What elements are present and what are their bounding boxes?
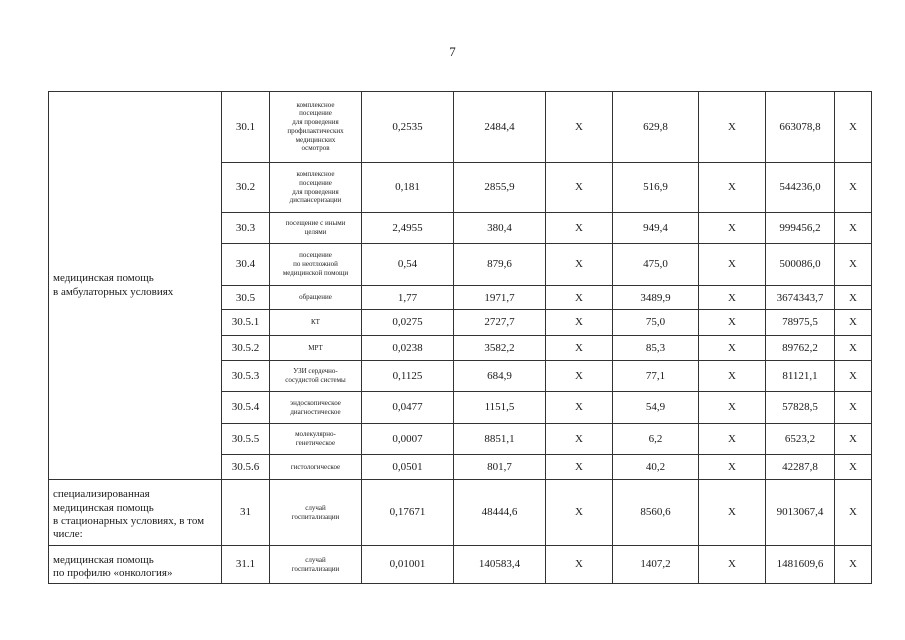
unit-cell: эндоскопическое диагностическое — [270, 392, 362, 423]
x-cell: X — [546, 92, 613, 163]
total-cell: 663078,8 — [766, 92, 835, 163]
code-cell: 30.5.5 — [222, 423, 270, 454]
x-cell: X — [699, 213, 766, 243]
x-cell: X — [699, 423, 766, 454]
per-capita-cell: 3489,9 — [613, 286, 699, 310]
code-cell: 30.5 — [222, 286, 270, 310]
per-capita-cell: 629,8 — [613, 92, 699, 163]
x-cell: X — [546, 162, 613, 213]
x-cell: X — [546, 546, 613, 584]
x-cell: X — [546, 310, 613, 335]
x-cell: X — [546, 392, 613, 423]
norm-cell: 0,0007 — [362, 423, 454, 454]
total-cell: 1481609,6 — [766, 546, 835, 584]
unit-cell: молекулярно- генетическое — [270, 423, 362, 454]
norm-cell: 0,2535 — [362, 92, 454, 163]
per-capita-cell: 949,4 — [613, 213, 699, 243]
code-cell: 30.4 — [222, 243, 270, 285]
x-cell: X — [699, 335, 766, 360]
cost-cell: 879,6 — [454, 243, 546, 285]
x-cell: X — [546, 213, 613, 243]
x-cell: X — [835, 243, 872, 285]
cost-cell: 2727,7 — [454, 310, 546, 335]
unit-cell: гистологическое — [270, 455, 362, 480]
x-cell: X — [546, 455, 613, 480]
unit-cell: случай госпитализации — [270, 480, 362, 546]
x-cell: X — [546, 423, 613, 454]
norm-cell: 0,1125 — [362, 361, 454, 392]
x-cell: X — [546, 480, 613, 546]
code-cell: 30.3 — [222, 213, 270, 243]
per-capita-cell: 75,0 — [613, 310, 699, 335]
cost-cell: 1971,7 — [454, 286, 546, 310]
unit-cell: комплексное посещение для проведения профилактических медицинских осмотров — [270, 92, 362, 163]
unit-cell: УЗИ сердечно- сосудистой системы — [270, 361, 362, 392]
cost-cell: 684,9 — [454, 361, 546, 392]
code-cell: 30.2 — [222, 162, 270, 213]
group-name-cell: медицинская помощь по профилю «онкология» — [49, 546, 222, 584]
total-cell: 81121,1 — [766, 361, 835, 392]
x-cell: X — [699, 455, 766, 480]
per-capita-cell: 8560,6 — [613, 480, 699, 546]
per-capita-cell: 516,9 — [613, 162, 699, 213]
unit-cell: обращение — [270, 286, 362, 310]
page-number: 7 — [449, 44, 456, 59]
norm-cell: 2,4955 — [362, 213, 454, 243]
x-cell: X — [835, 335, 872, 360]
per-capita-cell: 40,2 — [613, 455, 699, 480]
x-cell: X — [699, 310, 766, 335]
x-cell: X — [835, 546, 872, 584]
group-name-cell: медицинская помощь в амбулаторных условиях — [49, 92, 222, 480]
x-cell: X — [699, 480, 766, 546]
norm-cell: 1,77 — [362, 286, 454, 310]
code-cell: 31.1 — [222, 546, 270, 584]
total-cell: 9013067,4 — [766, 480, 835, 546]
total-cell: 500086,0 — [766, 243, 835, 285]
x-cell: X — [699, 92, 766, 163]
unit-cell: случай госпитализации — [270, 546, 362, 584]
total-cell: 544236,0 — [766, 162, 835, 213]
x-cell: X — [835, 213, 872, 243]
norm-cell: 0,0238 — [362, 335, 454, 360]
x-cell: X — [835, 92, 872, 163]
total-cell: 999456,2 — [766, 213, 835, 243]
unit-cell: КТ — [270, 310, 362, 335]
per-capita-cell: 475,0 — [613, 243, 699, 285]
code-cell: 30.5.1 — [222, 310, 270, 335]
code-cell: 30.5.6 — [222, 455, 270, 480]
x-cell: X — [699, 392, 766, 423]
norm-cell: 0,17671 — [362, 480, 454, 546]
code-cell: 30.5.2 — [222, 335, 270, 360]
per-capita-cell: 54,9 — [613, 392, 699, 423]
table-body — [49, 92, 872, 584]
x-cell: X — [835, 162, 872, 213]
norm-cell: 0,0501 — [362, 455, 454, 480]
x-cell: X — [835, 480, 872, 546]
total-cell: 89762,2 — [766, 335, 835, 360]
cost-cell: 48444,6 — [454, 480, 546, 546]
cost-cell: 140583,4 — [454, 546, 546, 584]
x-cell: X — [699, 162, 766, 213]
code-cell: 31 — [222, 480, 270, 546]
x-cell: X — [699, 243, 766, 285]
x-cell: X — [835, 310, 872, 335]
total-cell: 3674343,7 — [766, 286, 835, 310]
x-cell: X — [835, 361, 872, 392]
per-capita-cell: 6,2 — [613, 423, 699, 454]
cost-cell: 380,4 — [454, 213, 546, 243]
x-cell: X — [835, 392, 872, 423]
x-cell: X — [546, 243, 613, 285]
x-cell: X — [835, 455, 872, 480]
norm-cell: 0,0477 — [362, 392, 454, 423]
per-capita-cell: 85,3 — [613, 335, 699, 360]
total-cell: 6523,2 — [766, 423, 835, 454]
cost-cell: 1151,5 — [454, 392, 546, 423]
group-name-cell: специализированная медицинская помощь в стационарных условиях, в том числе: — [49, 480, 222, 546]
unit-cell: посещение по неотложной медицинской помощи — [270, 243, 362, 285]
x-cell: X — [835, 423, 872, 454]
table-row — [49, 480, 872, 546]
norm-cell: 0,01001 — [362, 546, 454, 584]
x-cell: X — [699, 546, 766, 584]
norm-cell: 0,0275 — [362, 310, 454, 335]
norm-cell: 0,181 — [362, 162, 454, 213]
cost-cell: 2855,9 — [454, 162, 546, 213]
total-cell: 78975,5 — [766, 310, 835, 335]
cost-cell: 2484,4 — [454, 92, 546, 163]
code-cell: 30.5.4 — [222, 392, 270, 423]
cost-table — [48, 91, 872, 584]
x-cell: X — [699, 286, 766, 310]
table-row — [49, 92, 872, 163]
x-cell: X — [835, 286, 872, 310]
unit-cell: посещение с иными целями — [270, 213, 362, 243]
per-capita-cell: 77,1 — [613, 361, 699, 392]
code-cell: 30.5.3 — [222, 361, 270, 392]
cost-cell: 3582,2 — [454, 335, 546, 360]
per-capita-cell: 1407,2 — [613, 546, 699, 584]
x-cell: X — [699, 361, 766, 392]
x-cell: X — [546, 361, 613, 392]
x-cell: X — [546, 286, 613, 310]
unit-cell: комплексное посещение для проведения диспансеризации — [270, 162, 362, 213]
cost-cell: 8851,1 — [454, 423, 546, 454]
x-cell: X — [546, 335, 613, 360]
total-cell: 57828,5 — [766, 392, 835, 423]
norm-cell: 0,54 — [362, 243, 454, 285]
unit-cell: МРТ — [270, 335, 362, 360]
total-cell: 42287,8 — [766, 455, 835, 480]
cost-cell: 801,7 — [454, 455, 546, 480]
code-cell: 30.1 — [222, 92, 270, 163]
table-row — [49, 546, 872, 584]
